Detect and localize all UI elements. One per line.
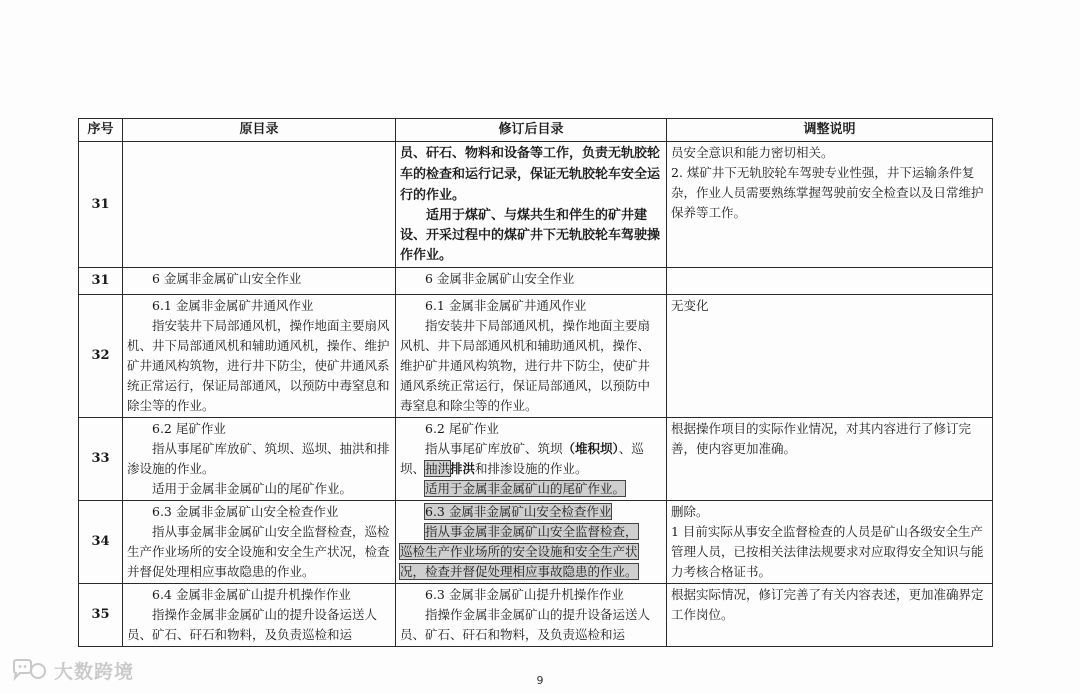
note-text: 员安全意识和能力密切相关。 — [671, 145, 834, 160]
row-number: 35 — [79, 584, 123, 647]
section-heading: 6.2 尾矿作业 — [152, 421, 226, 436]
section-body: 指安装井下局部通风机，操作地面主要扇风机、井下局部通风机和辅助通风机，操作、维护矿井通风构筑物，进行井下防尘，使矿井通风系统正常运行，保证局部通风，以预防中毒窒息和除尘等的作业。 — [400, 318, 651, 413]
header-note: 调整说明 — [667, 119, 993, 142]
section-heading: 6.1 金属非金属矿井通风作业 — [152, 298, 314, 313]
note-cell: 根据实际情况，修订完善了有关内容表述，更加准确界定工作岗位。 — [667, 584, 993, 647]
section-body — [400, 522, 662, 542]
revised-text: 员、矸石、物料和设备等工作，负责无轨胶轮车的检查和运行记录，保证无轨胶轮车安全运行的作业。 — [400, 146, 661, 203]
section-body: 指从事金属非金属矿山安全监督检查，巡检生产作业场所的安全设施和安全生产状况，检查并督促处理相应事故隐患的作业。 — [127, 524, 390, 579]
added-text: 排洪 — [450, 461, 476, 476]
section-heading: 6.1 金属非金属矿井通风作业 — [425, 298, 587, 313]
table-header-row — [79, 119, 993, 142]
table-row — [79, 584, 993, 647]
table-row — [79, 268, 993, 295]
table-row — [79, 295, 993, 418]
revised-cell — [396, 418, 667, 501]
revised-scope: 适用于煤矿、与煤共生和伴生的矿井建设、开采过程中的煤矿井下无轨胶轮车驾驶操作作业。 — [400, 208, 661, 263]
watermark-text: 大数跨境 — [54, 661, 135, 683]
body-text: 、巡坝、 — [400, 441, 644, 476]
original-cell — [123, 142, 396, 268]
revised-cell — [396, 268, 667, 295]
note-cell — [667, 142, 993, 268]
row-number: 32 — [79, 295, 123, 418]
revised-cell — [396, 501, 667, 584]
added-text: （堆积坝） — [562, 441, 619, 456]
section-heading: 6.3 金属非金属矿山安全检查作业 — [152, 504, 339, 519]
revised-cell — [396, 142, 667, 268]
section-heading: 6.4 金属非金属矿山提升机操作作业 — [152, 587, 351, 602]
section-body — [400, 439, 662, 479]
section-body: 指操作金属非金属矿山的提升设备运送人员、矿石、矸石和物料，及负责巡检和运 — [400, 607, 651, 642]
section-heading: 6 金属非金属矿山安全作业 — [152, 271, 302, 286]
section-heading: 6 金属非金属矿山安全作业 — [425, 271, 575, 286]
table-row — [79, 418, 993, 501]
original-cell — [123, 268, 396, 295]
section-body — [400, 542, 662, 562]
section-body — [400, 562, 662, 582]
header-num: 序号 — [79, 119, 123, 142]
table-row — [79, 501, 993, 584]
row-number: 34 — [79, 501, 123, 584]
section-body: 指安装井下局部通风机，操作地面主要扇风机、井下局部通风机和辅助通风机，操作、维护矿井通风构筑物，进行井下防尘，使矿井通风系统正常运行，保证局部通风，以预防中毒窒息和除尘等的作业。 — [127, 318, 390, 413]
note-cell — [667, 501, 993, 584]
section-heading — [400, 502, 662, 522]
note-text: 2. 煤矿井下无轨胶轮车驾驶专业性强，井下运输条件复杂，作业人员需要熟练掌握驾驶前安全检查以及日常维护保养等工作。 — [671, 165, 984, 220]
deleted-text: 6.3 金属非金属矿山安全检查作业 — [425, 504, 612, 519]
row-number: 31 — [79, 142, 123, 268]
row-number: 31 — [79, 268, 123, 295]
note-text: 删除。 — [671, 504, 709, 519]
catalog-revision-table — [78, 118, 993, 647]
deleted-text: 况，检查并督促处理相应事故隐患的作业。 — [400, 564, 638, 579]
deleted-text: 巡检生产作业场所的安全设施和安全生产状 — [400, 544, 638, 559]
original-cell — [123, 295, 396, 418]
deleted-text: 抽洪 — [425, 461, 451, 476]
table-row — [79, 142, 993, 268]
original-cell — [123, 501, 396, 584]
body-text: 指从事尾矿库放矿、筑坝 — [425, 441, 563, 456]
deleted-text: 适用于金属非金属矿山的尾矿作业。 — [425, 481, 626, 496]
original-cell — [123, 418, 396, 501]
note-text: 1 目前实际从事安全监督检查的人员是矿山各级安全生产管理人员，已按相关法律法规要求对应取得安全知识与能力考核合格证书。 — [671, 524, 984, 579]
section-body: 指从事尾矿库放矿、筑坝、巡坝、抽洪和排渗设施的作业。 — [127, 441, 390, 476]
note-cell: 无变化 — [667, 295, 993, 418]
section-heading: 6.2 尾矿作业 — [425, 421, 499, 436]
revised-cell — [396, 295, 667, 418]
section-body: 指操作金属非金属矿山的提升设备运送人员、矿石、矸石和物料，及负责巡检和运 — [127, 607, 378, 642]
section-scope: 适用于金属非金属矿山的尾矿作业。 — [152, 481, 353, 496]
note-cell: 根据操作项目的实际作业情况，对其内容进行了修订完善，使内容更加准确。 — [667, 418, 993, 501]
row-number: 33 — [79, 418, 123, 501]
header-revised: 修订后目录 — [396, 119, 667, 142]
section-scope — [400, 479, 662, 499]
revised-cell — [396, 584, 667, 647]
original-cell — [123, 584, 396, 647]
deleted-text: 指从事金属非金属矿山安全监督检查， — [425, 524, 638, 539]
section-heading: 6.3 金属非金属矿山提升机操作作业 — [425, 587, 624, 602]
page-number: 9 — [536, 674, 544, 687]
note-cell — [667, 268, 993, 295]
body-text: 和排渗设施的作业。 — [475, 461, 588, 476]
header-original: 原目录 — [123, 119, 396, 142]
